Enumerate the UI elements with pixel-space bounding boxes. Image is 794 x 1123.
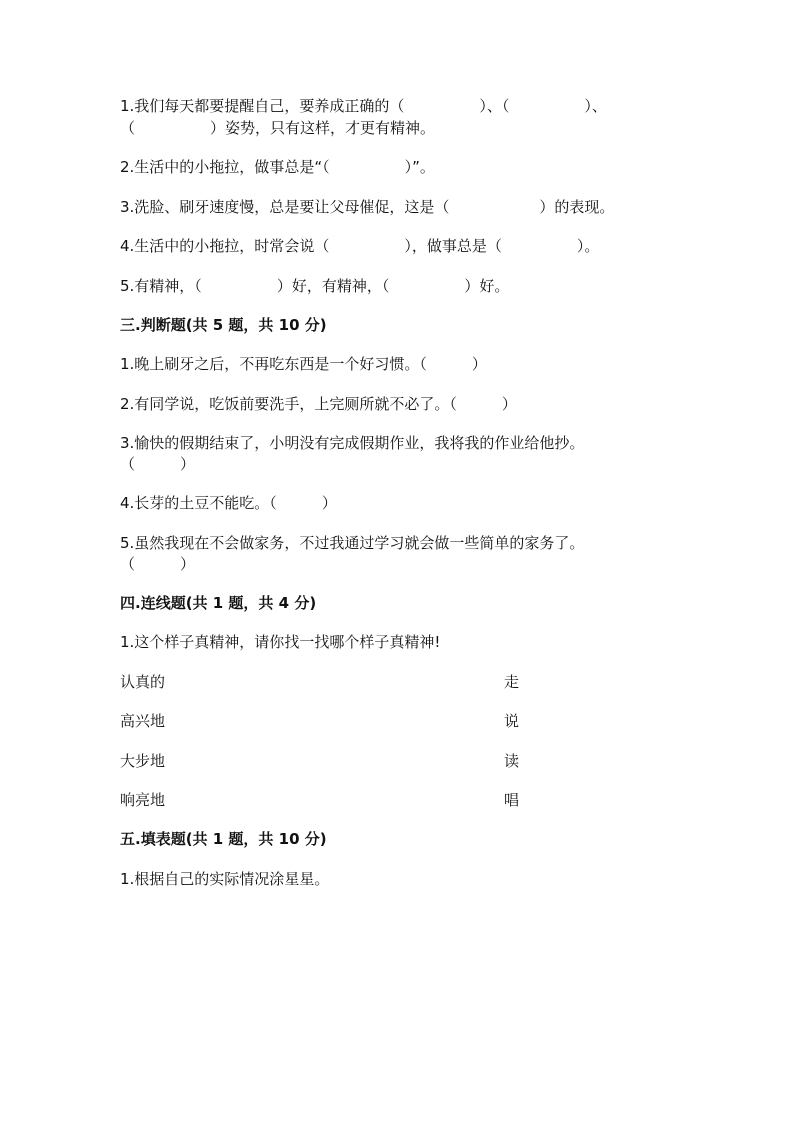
judge-q3-line1: 3.愉快的假期结束了，小明没有完成假期作业，我将我的作业给他抄。: [120, 434, 585, 452]
judge-heading: 三.判断题(共 5 题，共 10 分): [120, 316, 327, 334]
match-heading: 四.连线题(共 1 题，共 4 分): [120, 594, 317, 612]
match-right-item: 唱: [504, 791, 520, 809]
match-left-item: 响亮地: [120, 791, 166, 809]
judge-q5-line1: 5.虽然我现在不会做家务，不过我通过学习就会做一些简单的家务了。: [120, 534, 585, 552]
match-right-item: 读: [504, 752, 520, 770]
fill-q1-line2: （ ）姿势，只有这样，才更有精神。: [120, 119, 436, 137]
match-left-item: 高兴地: [120, 712, 166, 730]
fill-q3: 3.洗脸、刷牙速度慢，总是要让父母催促，这是（ ）的表现。: [120, 198, 615, 216]
fill-q5: 5.有精神，（ ）好，有精神，（ ）好。: [120, 277, 510, 295]
fill-q1-line1: 1.我们每天都要提醒自己，要养成正确的（ ）、（ ）、: [120, 97, 607, 115]
judge-q1: 1.晚上刷牙之后，不再吃东西是一个好习惯。（ ）: [120, 355, 487, 373]
match-q1: 1.这个样子真精神，请你找一找哪个样子真精神!: [120, 633, 441, 651]
fill-q4: 4.生活中的小拖拉，时常会说（ ），做事总是（ ）。: [120, 237, 600, 255]
match-left-item: 认真的: [120, 673, 166, 691]
table-q1: 1.根据自己的实际情况涂星星。: [120, 870, 330, 888]
judge-q4: 4.长芽的土豆不能吃。（ ）: [120, 494, 337, 512]
fill-q2: 2.生活中的小拖拉，做事总是“（ ）”。: [120, 158, 435, 176]
judge-q3-line2: （ ）: [120, 455, 196, 473]
match-left-item: 大步地: [120, 752, 166, 770]
judge-q2: 2.有同学说，吃饭前要洗手，上完厕所就不必了。（ ）: [120, 395, 517, 413]
match-right-item: 说: [504, 712, 520, 730]
judge-q5-line2: （ ）: [120, 555, 196, 573]
match-right-item: 走: [504, 673, 520, 691]
table-heading: 五.填表题(共 1 题，共 10 分): [120, 830, 327, 848]
